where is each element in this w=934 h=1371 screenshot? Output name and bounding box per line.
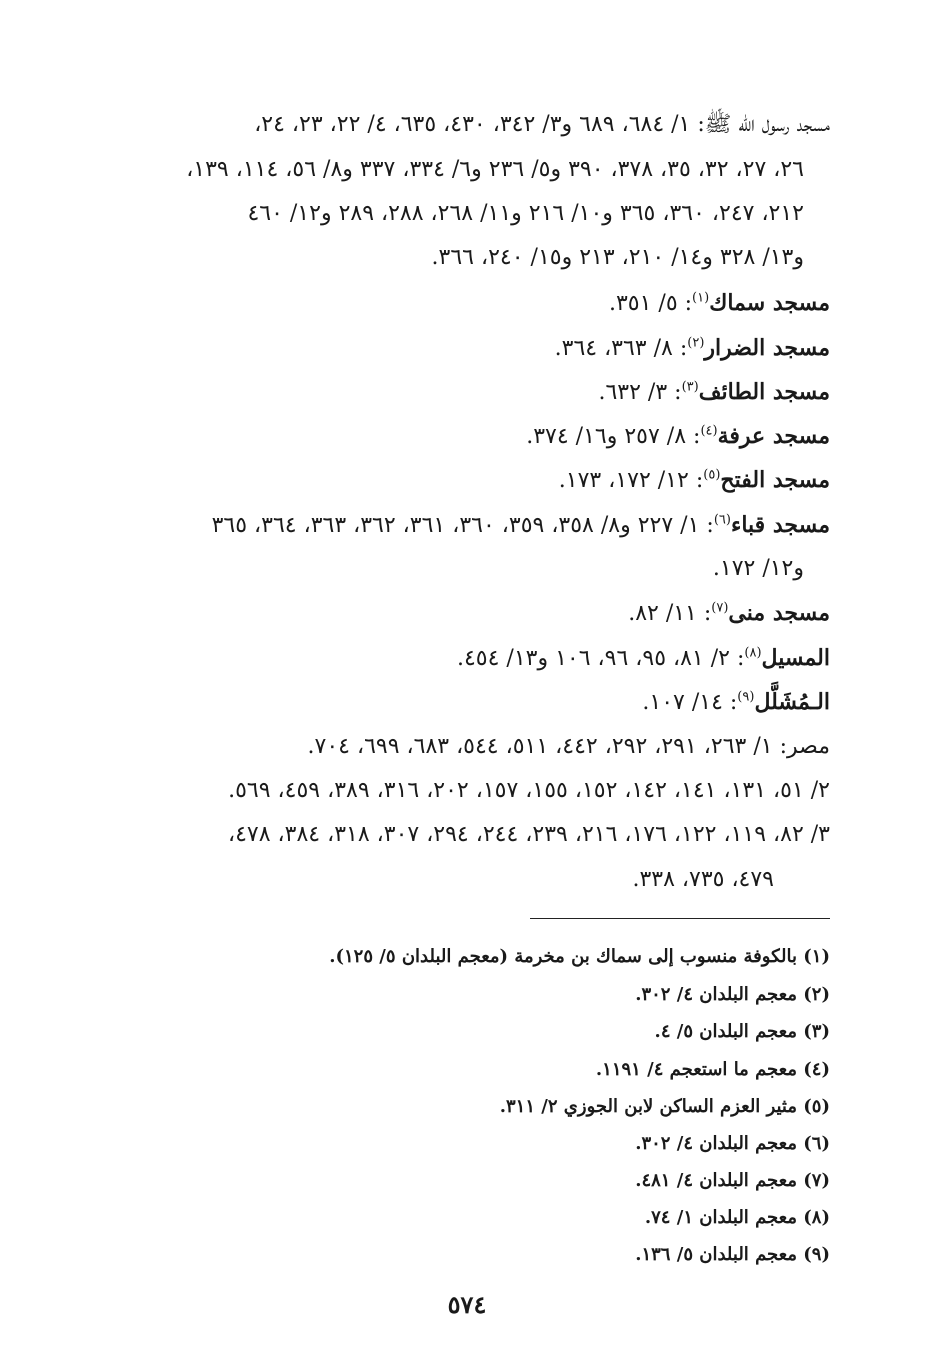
footnote-marker: (٢) [687, 335, 705, 351]
footnote: (٧) معجم البلدان ٤/ ٤٨١. [635, 1170, 830, 1191]
index-entry [457, 638, 830, 678]
index-entry [598, 372, 830, 412]
entry-term: مسجد قباء [730, 512, 830, 538]
index-entry-line: ٢/ ٥١، ١٣١، ١٤١، ١٤٢، ١٥٢، ١٥٥، ١٥٧، ٢٠٢، ٣١٦، ٣٨٩، ٤٥٩، ٥٦٩. [228, 778, 830, 803]
footnote-marker: (٣) [681, 379, 699, 395]
footnote: (٨) معجم البلدان ١/ ٧٤. [644, 1207, 830, 1228]
footnote-divider [530, 918, 830, 919]
entry-refs: : ١١/ ٨٢. [628, 601, 712, 626]
footnote: (٥) مثير العزم الساكن لابن الجوزي ٢/ ٣١١. [499, 1096, 830, 1117]
footnote-marker: (٤) [700, 423, 718, 439]
entry-term: الـمُشَلَّل [754, 689, 830, 715]
footnote: (٢) معجم البلدان ٤/ ٣٠٢. [635, 984, 830, 1005]
index-entry [526, 416, 830, 456]
entry-refs: : ١٤/ ١٠٧. [642, 690, 738, 715]
entry-refs: : ٨/ ٣٦٣، ٣٦٤. [554, 336, 688, 361]
entry-refs: : ٣/ ٦٣٢. [598, 380, 682, 405]
index-entry-line: ٢٦، ٢٧، ٣٢، ٣٥، ٣٧٨، ٣٩٠ و٥/ ٢٣٦ و٦/ ٣٣٤، ٣٣٧ و٨/ ٥٦، ١١٤، ١٣٩، [186, 157, 804, 182]
index-entry [628, 593, 830, 633]
index-entry-line: ٤٧٩، ٧٣٥، ٣٣٨. [632, 867, 774, 892]
entry-refs: : ٢/ ٨١، ٩٥، ٩٦، ١٠٦ و١٣/ ٤٥٤. [456, 646, 745, 671]
footnote-marker: (٥) [703, 467, 721, 483]
page-number: ٥٧٤ [447, 1290, 487, 1319]
index-entry [642, 682, 830, 722]
index-entry-line: مصر: ١/ ٢٦٣، ٢٩١، ٢٩٢، ٤٤٢، ٥١١، ٥٤٤، ٦٨٣، ٦٩٩، ٧٠٤. [307, 734, 830, 759]
entry-refs: : ٥/ ٣٥١. [608, 291, 693, 316]
index-entry-continuation: و١٢/ ١٧٢. [712, 556, 804, 581]
entry-term: المسيل [761, 645, 830, 671]
index-entry-line: ٣/ ٨٢، ١١٩، ١٢٢، ١٧٦، ٢١٦، ٢٣٩، ٢٤٤، ٢٩٤، ٣٠٧، ٣١٨، ٣٨٤، ٤٧٨، [228, 822, 830, 847]
entry-refs: : ١٢/ ١٧٢، ١٧٣. [558, 468, 704, 493]
index-entry [212, 505, 830, 545]
footnote-marker: (٦) [713, 512, 731, 528]
index-entry-line: مسجد رسول الله ﷺ: ١/ ٦٨٤، ٦٨٩ و٣/ ٣٤٢، ٤٣٠، ٦٣٥، ٤/ ٢٢، ٢٣، ٢٤، [254, 112, 830, 137]
footnote-marker: (١) [692, 290, 710, 306]
entry-refs: : ١/ ٢٢٧ و٨/ ٣٥٨، ٣٥٩، ٣٦٠، ٣٦١، ٣٦٢، ٣٦٣، ٣٦٤، ٣٦٥ [211, 513, 714, 538]
footnote: (٦) معجم البلدان ٤/ ٣٠٢. [635, 1133, 830, 1154]
footnote: (٤) معجم ما استعجم ٤/ ١١٩١. [595, 1059, 830, 1080]
index-entry-line: ٢١٢، ٢٤٧، ٣٦٠، ٣٦٥ و١٠/ ٢١٦ و١١/ ٢٦٨، ٢٨٨، ٢٨٩ و١٢/ ٤٦٠ [247, 201, 804, 226]
entry-term: مسجد الطائف [698, 379, 830, 405]
footnote: (١) بالكوفة منسوب إلى سماك بن مخرمة (معجم البلدان ٥/ ١٢٥). [329, 946, 830, 967]
entry-term: مسجد الفتح [720, 467, 830, 493]
entry-term: مسجد عرفة [717, 423, 830, 449]
entry-term: مسجد سماك [709, 290, 830, 316]
index-entry [609, 283, 830, 323]
entry-term: مسجد منى [728, 600, 830, 626]
entry-refs: : ٨/ ٢٥٧ و١٦/ ٣٧٤. [526, 424, 701, 449]
footnote: (٩) معجم البلدان ٥/ ١٣٦. [635, 1244, 830, 1265]
entry-term: مسجد الضرار [704, 335, 830, 361]
index-entry [555, 328, 830, 368]
footnote-marker: (٧) [711, 600, 729, 616]
footnote: (٣) معجم البلدان ٥/ ٤. [654, 1021, 830, 1042]
index-entry-line: و١٣/ ٣٢٨ و١٤/ ٢١٠، ٢١٣ و١٥/ ٢٤٠، ٣٦٦. [431, 245, 804, 270]
footnote-marker: (٨) [744, 645, 762, 661]
index-entry [559, 460, 830, 500]
footnote-marker: (٩) [737, 689, 755, 705]
